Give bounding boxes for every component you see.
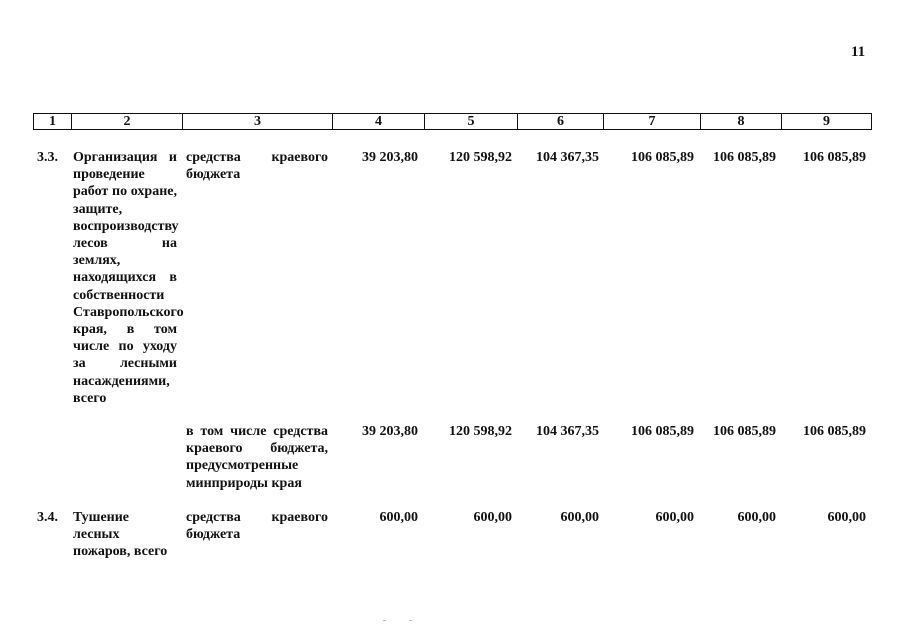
column-number-8: 8 bbox=[701, 114, 782, 130]
amount-col-8: 106 085,89 bbox=[713, 150, 776, 165]
row-number: 3.4. bbox=[37, 510, 58, 525]
amount-col-9: 600,00 bbox=[827, 510, 866, 525]
page-number: 11 bbox=[851, 44, 866, 60]
funding-source: средства краевого бюджета bbox=[186, 150, 328, 183]
column-number-1: 1 bbox=[34, 114, 72, 130]
column-number-3: 3 bbox=[183, 114, 333, 130]
amount-col-7: 106 085,89 bbox=[631, 424, 694, 439]
amount-col-7: 600,00 bbox=[655, 510, 694, 525]
row-number: 3.3. bbox=[37, 150, 58, 165]
amount-col-6: 104 367,35 bbox=[536, 424, 599, 439]
column-number-2: 2 bbox=[72, 114, 183, 130]
amount-col-8: 106 085,89 bbox=[713, 424, 776, 439]
scan-speck bbox=[409, 620, 412, 621]
column-number-7: 7 bbox=[604, 114, 701, 130]
amount-col-6: 600,00 bbox=[560, 510, 599, 525]
amount-col-9: 106 085,89 bbox=[803, 424, 866, 439]
activity-name: Тушение лесных пожаров, всего bbox=[73, 510, 168, 560]
amount-col-5: 120 598,92 bbox=[449, 150, 512, 165]
amount-col-9: 106 085,89 bbox=[803, 150, 866, 165]
amount-col-5: 600,00 bbox=[473, 510, 512, 525]
amount-col-7: 106 085,89 bbox=[631, 150, 694, 165]
amount-col-4: 600,00 bbox=[379, 510, 418, 525]
amount-col-4: 39 203,80 bbox=[362, 424, 418, 439]
column-number-4: 4 bbox=[333, 114, 425, 130]
column-number-header bbox=[33, 113, 872, 130]
scan-speck bbox=[383, 620, 386, 621]
header-row bbox=[34, 114, 872, 130]
activity-name: Организация и проведение работ по охране, защите, воспроизводству лесов на землях, находящихся в собственности Ставропольского края, в том числе по уходу за лесными насаждениями, всего bbox=[73, 150, 184, 406]
amount-col-8: 600,00 bbox=[737, 510, 776, 525]
column-number-6: 6 bbox=[518, 114, 604, 130]
funding-source: средства краевого бюджета bbox=[186, 510, 328, 543]
column-number-5: 5 bbox=[425, 114, 518, 130]
amount-col-6: 104 367,35 bbox=[536, 150, 599, 165]
amount-col-5: 120 598,92 bbox=[449, 424, 512, 439]
funding-source: в том числе средства краевого бюджета, предусмотренные минприроды края bbox=[186, 424, 328, 491]
column-number-9: 9 bbox=[782, 114, 872, 130]
amount-col-4: 39 203,80 bbox=[362, 150, 418, 165]
